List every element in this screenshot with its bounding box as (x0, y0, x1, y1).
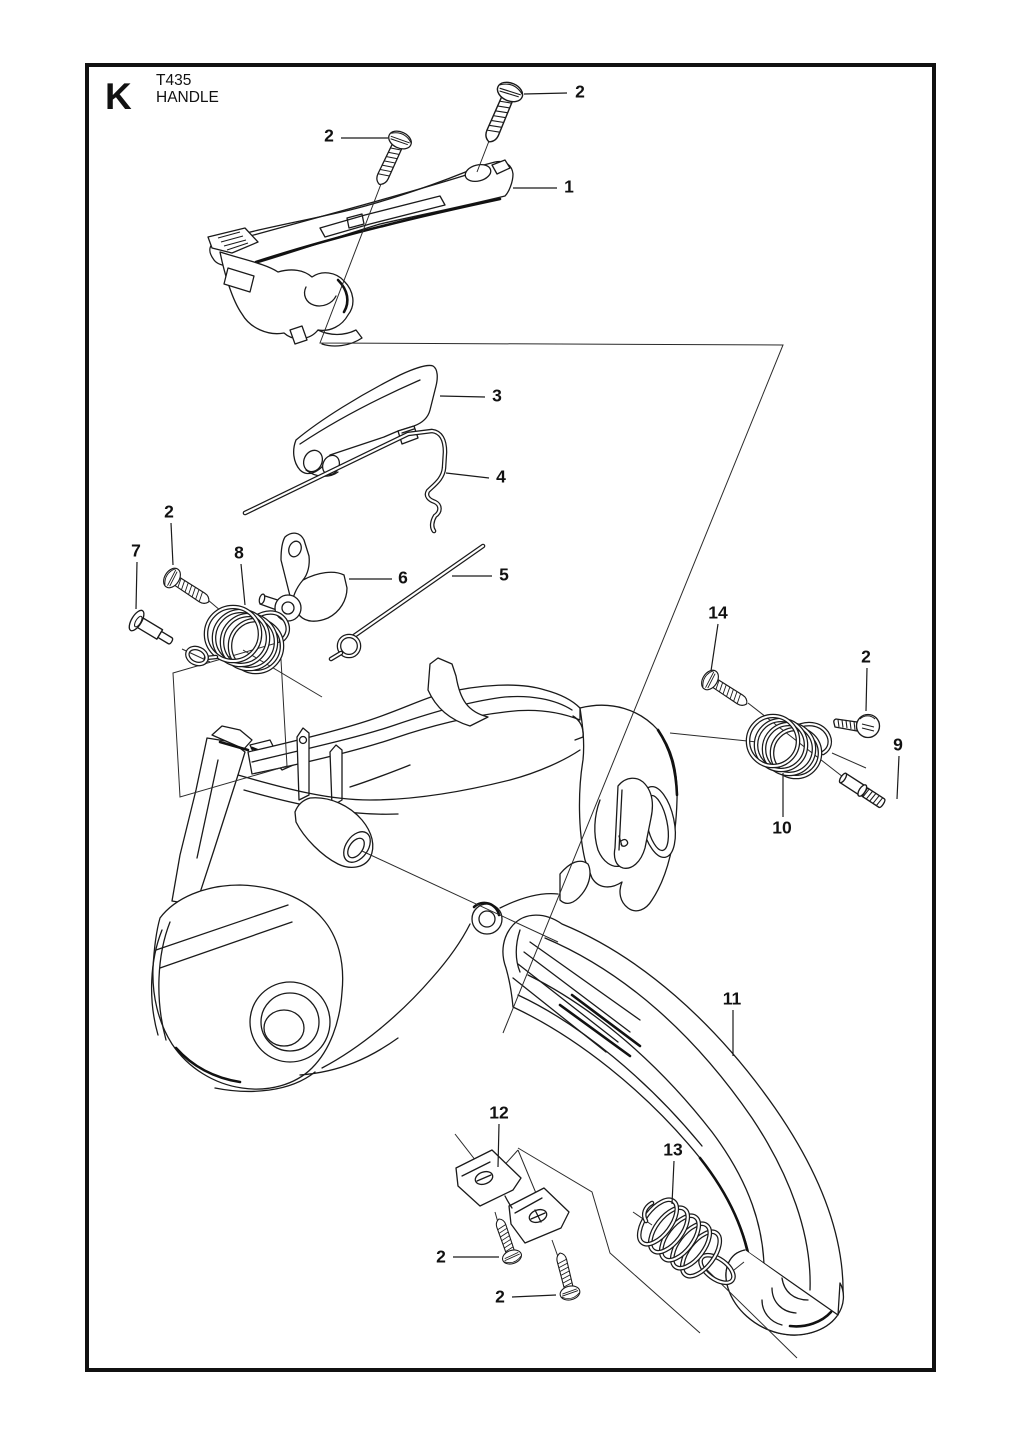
callout-label-12-15: 12 (489, 1102, 509, 1123)
part-8-torsion-spring-illustration (185, 607, 288, 672)
callout-label-2-8: 2 (164, 501, 174, 522)
screw-2-bottom-right (550, 1251, 581, 1302)
callout-label-2-0: 2 (575, 81, 585, 102)
callout-label-4-4: 4 (496, 466, 506, 487)
screw-2-right (834, 715, 880, 738)
callout-label-1-2: 1 (564, 176, 574, 197)
callout-label-2-17: 2 (436, 1246, 446, 1267)
part-12-clips-illustration (456, 1150, 569, 1243)
callout-label-6-6: 6 (398, 567, 408, 588)
leader-line-2-18 (512, 1295, 556, 1297)
part-3-lockout-lever-illustration (294, 365, 438, 477)
callout-label-8-9: 8 (234, 542, 244, 563)
callout-label-7-7: 7 (131, 540, 141, 561)
section-title: HANDLE (156, 89, 219, 106)
leader-line-13-16 (672, 1161, 674, 1204)
part-11-rear-handle-illustration (503, 915, 844, 1335)
callout-label-14-10: 14 (708, 602, 728, 623)
part-10-torsion-spring-illustration (748, 716, 830, 777)
model-name: T435 (156, 72, 192, 89)
callout-label-5-5: 5 (499, 564, 509, 585)
leader-line-4-4 (446, 473, 489, 478)
screw-2-top-right (477, 79, 526, 147)
callout-label-10-13: 10 (772, 817, 792, 838)
callout-label-2-18: 2 (495, 1286, 505, 1307)
leader-line-7-7 (136, 562, 137, 609)
part-5-rod-illustration (331, 546, 483, 659)
leader-line-3-3 (440, 396, 485, 397)
leader-line-2-11 (866, 668, 867, 711)
callout-label-3-3: 3 (492, 385, 502, 406)
callout-label-2-11: 2 (861, 646, 871, 667)
leader-line-2-8 (171, 523, 173, 565)
screw-2-left (160, 565, 214, 611)
stud-9 (838, 771, 887, 809)
callout-label-13-16: 13 (663, 1139, 683, 1160)
part-1-top-cover-illustration (208, 160, 513, 346)
leader-line-9-12 (897, 756, 899, 799)
section-letter: K (105, 76, 132, 117)
callout-label-11-14: 11 (722, 988, 742, 1009)
screw-14 (698, 667, 752, 713)
pin-7 (126, 608, 177, 651)
screw-2-top-left (369, 128, 415, 190)
leader-line-14-10 (711, 624, 718, 671)
callout-label-2-1: 2 (324, 125, 334, 146)
leader-line-2-0 (524, 93, 567, 94)
part-13-spring-illustration (632, 1193, 738, 1288)
part-6-trigger-illustration (258, 533, 347, 621)
callout-label-9-12: 9 (893, 734, 903, 755)
leader-line-8-9 (241, 564, 245, 605)
